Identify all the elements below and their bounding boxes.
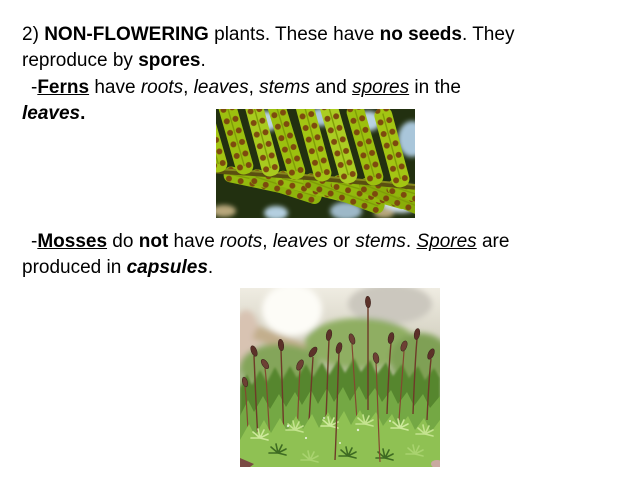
text-segment: spores: [352, 77, 410, 98]
text-line: [22, 48, 514, 74]
text-segment: NON-FLOWERING: [44, 24, 209, 45]
text-line: [22, 255, 509, 281]
text-segment: .: [80, 103, 86, 124]
text-segment: produced in: [22, 257, 127, 278]
text-segment: ,: [183, 77, 194, 98]
text-line: [22, 229, 509, 255]
text-line: [22, 75, 461, 101]
text-segment: plants. These have: [208, 24, 380, 45]
text-segment: leaves: [272, 231, 328, 252]
text-segment: spores: [138, 50, 201, 71]
text-segment: Spores: [416, 231, 477, 252]
paragraph-nonflowering-intro: [22, 22, 514, 74]
fern-photo: [216, 109, 415, 218]
text-segment: are: [476, 231, 510, 252]
text-segment: no seeds: [379, 24, 462, 45]
text-segment: Mosses: [37, 231, 108, 252]
text-segment: leaves: [22, 103, 81, 124]
text-segment: 2): [22, 24, 45, 45]
text-segment: roots: [140, 77, 184, 98]
text-segment: do: [107, 231, 139, 252]
text-line: [22, 22, 514, 48]
moss-photo: [240, 288, 440, 467]
text-segment: stems: [259, 77, 310, 98]
text-segment: not: [138, 231, 169, 252]
paragraph-mosses: [22, 229, 509, 281]
text-segment: .: [200, 50, 206, 71]
text-segment: -: [31, 231, 38, 252]
text-segment: in the: [409, 77, 461, 98]
text-segment: .: [405, 231, 417, 252]
text-segment: have: [89, 77, 141, 98]
text-segment: .: [207, 257, 214, 278]
text-segment: capsules: [126, 257, 208, 278]
text-segment: ,: [248, 77, 260, 98]
text-segment: Ferns: [37, 77, 90, 98]
text-segment: ,: [262, 231, 273, 252]
text-segment: -: [31, 77, 38, 98]
text-segment: or: [327, 231, 356, 252]
text-segment: and: [309, 77, 353, 98]
text-segment: leaves: [193, 77, 249, 98]
text-segment: have: [168, 231, 221, 252]
text-segment: roots: [220, 231, 263, 252]
text-segment: stems: [355, 231, 406, 252]
text-segment: reproduce by: [22, 50, 139, 71]
text-segment: . They: [461, 24, 515, 45]
